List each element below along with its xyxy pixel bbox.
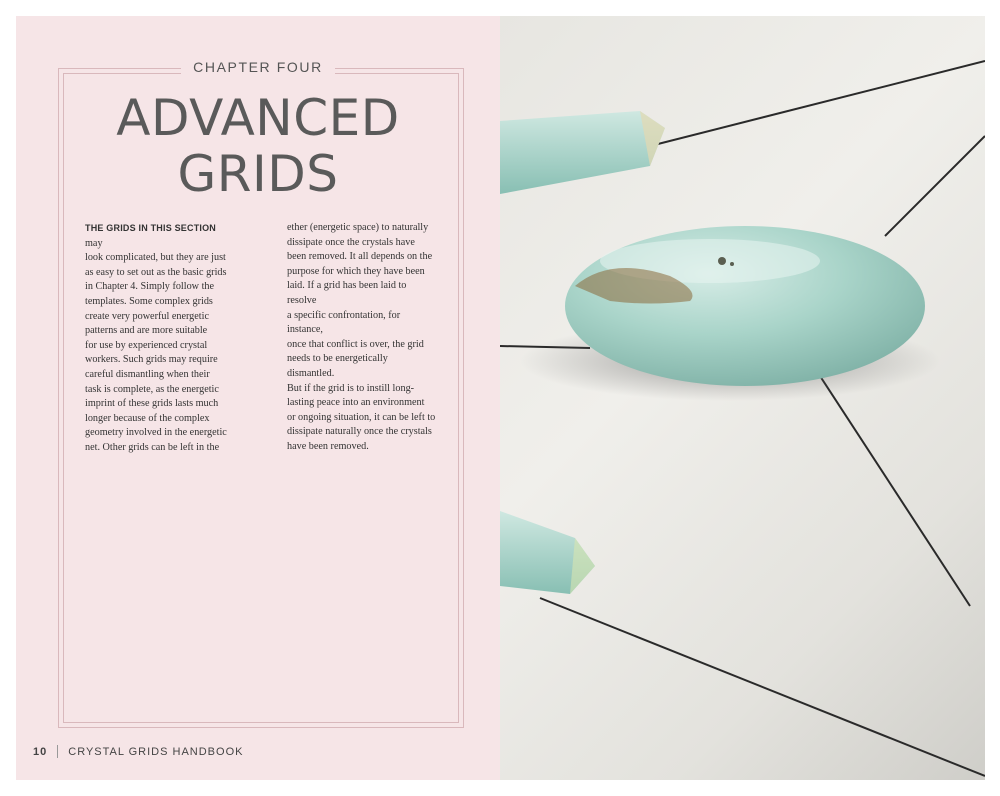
- body-line: as easy to set out as the basic grids: [85, 266, 227, 278]
- body-line: THE GRIDS IN THIS SECTION may: [85, 223, 217, 249]
- body-line: been removed. It all depends on the: [287, 251, 433, 263]
- body-line: have been removed.: [287, 440, 369, 452]
- body-line: longer because of the complex: [85, 412, 210, 424]
- body-line: workers. Such grids may require: [85, 354, 218, 366]
- body-line: lasting peace into an environment: [287, 397, 425, 409]
- page-footer: [33, 745, 243, 758]
- body-line: careful dismantling when their: [85, 368, 210, 380]
- chapter-label: CHAPTER FOUR: [181, 59, 335, 75]
- body-line: templates. Some complex grids: [85, 295, 213, 307]
- crystal-photo-illustration: [500, 16, 985, 780]
- body-line: look complicated, but they are just: [85, 252, 226, 264]
- body-column-2: [287, 221, 437, 456]
- tumbled-stone: [565, 226, 925, 386]
- body-line: net. Other grids can be left in the: [85, 441, 220, 453]
- title-line-1: ADVANCED: [116, 89, 400, 147]
- crystal-point-bottom: [500, 511, 595, 594]
- body-line: dissipate naturally once the crystals: [287, 426, 432, 438]
- body-line: for use by experienced crystal: [85, 339, 208, 351]
- body-line: create very powerful energetic: [85, 310, 209, 322]
- lead-in: THE GRIDS IN THIS SECTION: [85, 223, 217, 233]
- body-line: or ongoing situation, it can be left to: [287, 411, 436, 423]
- crystal-point-top: [500, 111, 665, 194]
- chapter-title: [16, 90, 500, 202]
- body-line: imprint of these grids lasts much: [85, 398, 219, 410]
- body-line: purpose for which they have been: [287, 265, 425, 277]
- body-line: dissipate once the crystals have: [287, 236, 415, 248]
- title-line-2: GRIDS: [177, 145, 339, 203]
- book-spread: [16, 16, 985, 780]
- body-line: ether (energetic space) to naturally: [287, 222, 429, 233]
- body-column-1: [85, 221, 235, 456]
- body-line: patterns and are more suitable: [85, 325, 208, 337]
- body-line: once that conflict is over, the grid: [287, 338, 424, 350]
- page-number: 10: [33, 745, 48, 758]
- body-line: a specific confrontation, for instance,: [287, 309, 401, 336]
- body-line: geometry involved in the energetic: [85, 427, 227, 439]
- crystal-photo: [500, 16, 985, 780]
- body-text: [85, 221, 437, 456]
- running-title: CRYSTAL GRIDS HANDBOOK: [68, 745, 244, 758]
- footer-divider: [57, 745, 58, 758]
- body-line: laid. If a grid has been laid to resolve: [287, 280, 407, 306]
- body-line: needs to be energetically dismantled.: [287, 353, 388, 379]
- body-line: in Chapter 4. Simply follow the: [85, 281, 215, 293]
- body-line: But if the grid is to instill long-: [287, 382, 415, 394]
- left-page: [16, 16, 500, 780]
- body-line: task is complete, as the energetic: [85, 383, 219, 395]
